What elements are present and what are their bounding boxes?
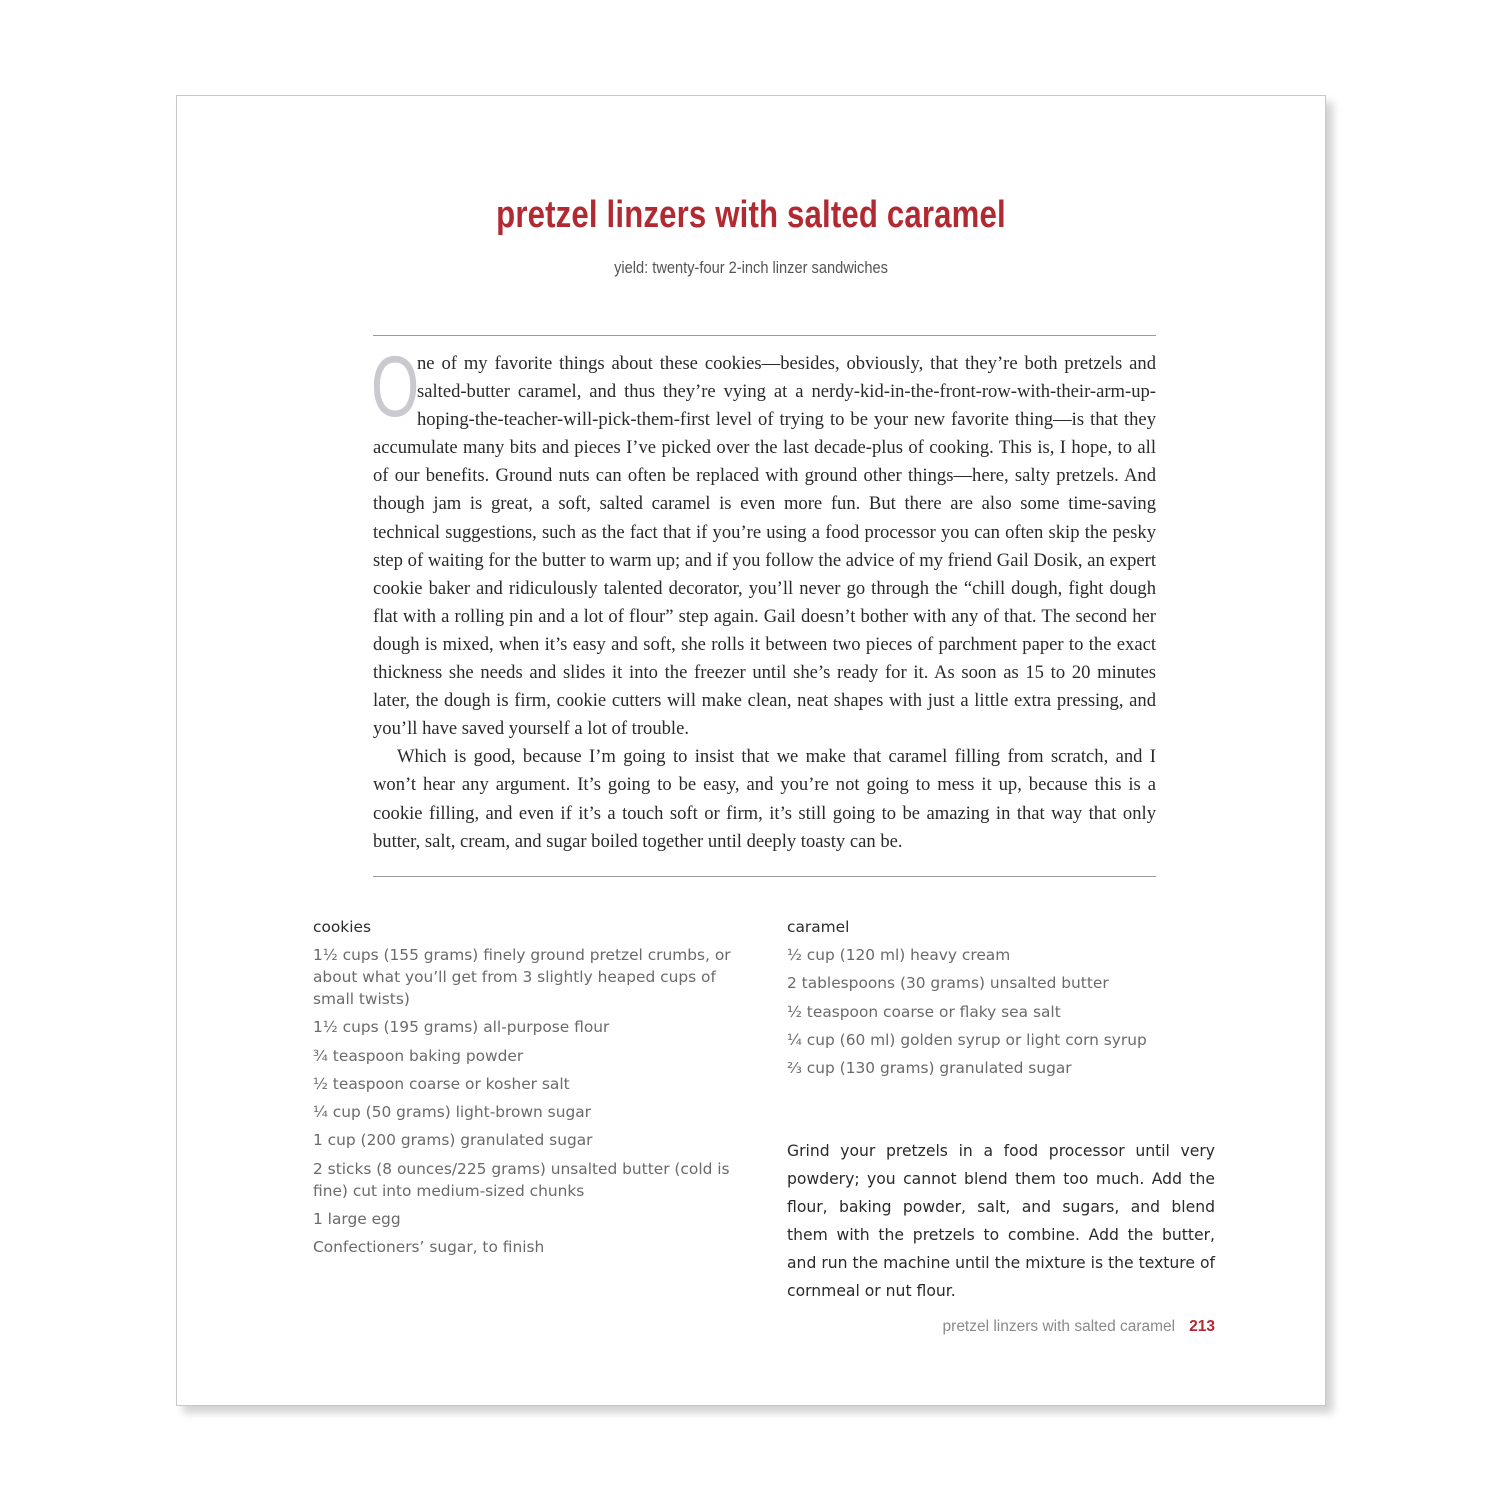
drop-cap: O (371, 339, 420, 435)
intro-text (371, 339, 1156, 856)
cookies-list (313, 944, 733, 1258)
running-title: pretzel linzers with salted caramel (942, 1318, 1176, 1335)
ingredient-item: ½ teaspoon coarse or flaky sea salt (787, 1002, 1061, 1021)
ingredient-item: ⅔ cup (130 grams) granulated sugar (787, 1059, 1072, 1078)
ingredient-item: ¼ cup (50 grams) light-brown sugar (313, 1103, 591, 1122)
ingredient-item: ½ teaspoon coarse or kosher salt (313, 1074, 570, 1093)
caramel-ingredients (787, 916, 1217, 1085)
page-footer (943, 1318, 1215, 1336)
ingredient-item: 1 cup (200 grams) granulated sugar (313, 1131, 593, 1150)
ingredient-item: 2 sticks (8 ounces/225 grams) unsalted butter (cold is fine) cut into medium-sized chunks (313, 1159, 730, 1200)
caramel-heading: caramel (787, 918, 850, 936)
recipe-yield: yield: twenty-four 2-inch linzer sandwiches (614, 258, 888, 277)
ingredient-item: ½ cup (120 ml) heavy cream (787, 946, 1011, 964)
ingredient-item: 1½ cups (155 grams) finely ground pretzel crumbs, or about what you’ll get from 3 slightly heaped cups of small twists) (313, 946, 731, 1008)
intro-paragraph-2: Which is good, because I’m going to insist that we make that caramel filling from scratch, and I won’t hear any argument. It’s going to be easy, and you’re not going to mess it up, because this is a cookie filling, and even if it’s a touch soft or firm, it’s still going to be amazing in that way that only butter, salt, cream, and sugar boiled together until deeply toasty can be. (373, 746, 1156, 852)
ingredient-item: Confectioners’ sugar, to finish (313, 1238, 545, 1257)
method-step: Grind your pretzels in a food processor until very powdery; you cannot blend them too much. Add the flour, baking powder, salt, and sugars, and blend them with the pretzels to combine. Add the butter, and run the machine until the mixture is the texture of cornmeal or nut flour. (787, 1142, 1215, 1300)
intro-paragraph-1 (371, 339, 1156, 743)
caramel-list (787, 944, 1217, 1079)
ingredient-item: 1½ cups (195 grams) all-purpose flour (313, 1018, 610, 1037)
ingredient-item: 1 large egg (313, 1210, 401, 1229)
cookies-ingredients (313, 916, 733, 1265)
cookies-heading: cookies (313, 918, 371, 936)
ingredient-item: ¼ cup (60 ml) golden syrup or light corn syrup (787, 1030, 1147, 1049)
bottom-divider (373, 876, 1156, 877)
page-number: 213 (1189, 1318, 1215, 1335)
top-divider (373, 335, 1156, 336)
book-page (176, 95, 1326, 1406)
recipe-title: pretzel linzers with salted caramel (496, 194, 1006, 236)
intro-paragraph-1-text: ne of my favorite things about these cookies—besides, obviously, that they’re both pretzels and salted-butter caramel, and thus they’re vying at a nerdy-kid-in-the-front-row-with-their-arm-up-hoping-the-teacher-will-pick-them-first level of trying to be your new favorite thing—is that they accumulate many bits and pieces I’ve picked over the last decade-plus of cooking. This is, I hope, to all of our benefits. Ground nuts can often be replaced with ground other things—here, salty pretzels. And though jam is great, a soft, salted caramel is even more fun. But there are also some time-saving technical suggestions, such as the fact that if you’re using a food processor you can often skip the pesky step of waiting for the butter to warm up; and if you follow the advice of my friend Gail Dosik, an expert cookie baker and ridiculously talented decorator, you’ll never go through the “chill dough, fight dough flat with a rolling pin and a lot of flour” step again. Gail doesn’t bother with any of that. The second her dough is mixed, when it’s easy and soft, she rolls it between two pieces of parchment paper to the exact thickness she needs and slides it into the freezer until she’s ready for it. As soon as 15 to 20 minutes later, the dough is firm, cookie cutters will make clean, neat shapes with just a little extra pressing, and you’ll have saved yourself a lot of trouble. (373, 353, 1156, 740)
ingredient-item: 2 tablespoons (30 grams) unsalted butter (787, 974, 1109, 993)
ingredient-item: ¾ teaspoon baking powder (313, 1046, 524, 1065)
